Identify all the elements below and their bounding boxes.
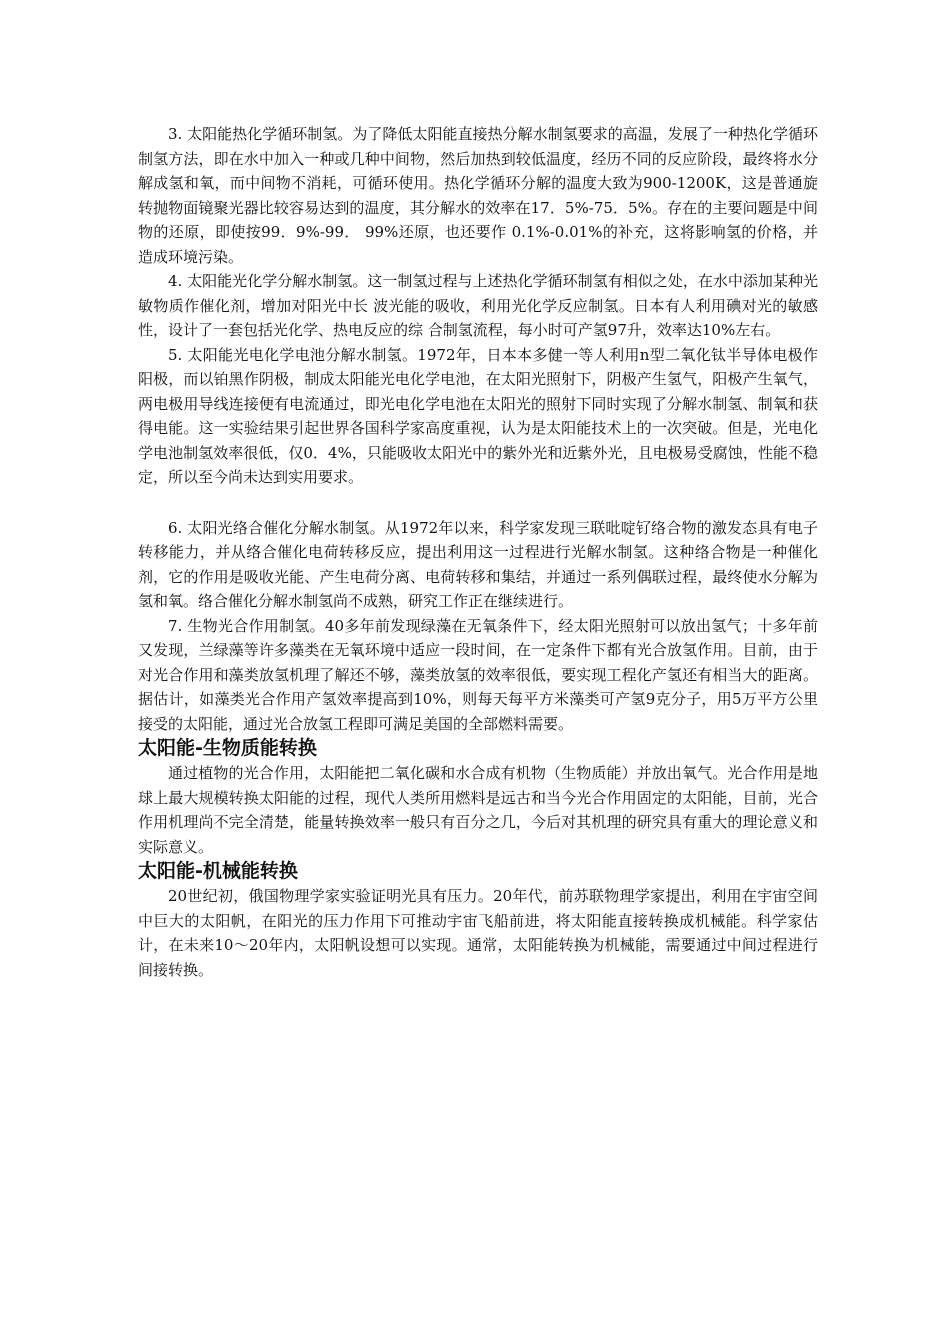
paragraph-biomass-conversion: 通过植物的光合作用，太阳能把二氧化碳和水合成有机物（生物质能）并放出氧气。光合作用是地球上最大规模转换太阳能的过程，现代人类所用燃料是远古和当今光合作用固定的太阳能，目前，光合作用机理尚不完全清楚，能量转换效率一般只有百分之几，今后对其机理的研究具有重大的理论意义和实际意义。 bbox=[138, 764, 818, 856]
paragraph-thermochemical-cycle: 3. 太阳能热化学循环制氢。为了降低太阳能直接热分解水制氢要求的高温，发展了一种热化学循环制氢方法，即在水中加入一种或几种中间物，然后加热到较低温度，经历不同的反应阶段，最终将水分解成氢和氧，而中间物不消耗，可循环使用。热化学循环分解的温度大致为900-1200K，这是普通旋转抛物面镜聚光器比较容易达到的温度，其分解水的效率在17．5%-75．5%。存在的主要问题是中间物的还原，即使按99．9%-99． 99%还原，也还要作 0.1%-0.01%的补充，这将影响氢的价格，并造成环境污染。 bbox=[138, 125, 818, 266]
document-page bbox=[138, 122, 818, 982]
paragraph-gap bbox=[138, 490, 818, 516]
heading-mechanical-conversion: 太阳能-机械能转换 bbox=[138, 860, 298, 882]
paragraph-photoelectrochemical: 5. 太阳能光电化学电池分解水制氢。1972年，日本本多健一等人利用n型二氧化钛半导体电极作阳极，而以铂黑作阴极，制成太阳能光电化学电池，在太阳光照射下，阴极产生氢气，阳极产生氧气，两电极用导线连接便有电流通过，即光电化学电池在太阳光的照射下同时实现了分解水制氢、制氧和获得电能。这一实验结果引起世界各国科学家高度重视，认为是太阳能技术上的一次突破。但是，光电化学电池制氢效率很低，仅0．4%，只能吸收太阳光中的紫外光和近紫外光，且电极易受腐蚀，性能不稳定，所以至今尚未达到实用要求。 bbox=[138, 345, 818, 486]
paragraph-complex-catalysis: 6. 太阳光络合催化分解水制氢。从1972年以来，科学家发现三联吡啶钌络合物的激发态具有电子转移能力，并从络合催化电荷转移反应，提出利用这一过程进行光解水制氢。这种络合物是一种催化剂，它的作用是吸收光能、产生电荷分离、电荷转移和集结，并通过一系列偶联过程，最终使水分解为氢和氧。络合催化分解水制氢尚不成熟，研究工作正在继续进行。 bbox=[138, 518, 818, 610]
heading-biomass-conversion: 太阳能-生物质能转换 bbox=[138, 737, 317, 759]
paragraph-photochemical: 4. 太阳能光化学分解水制氢。这一制氢过程与上述热化学循环制氢有相似之处，在水中添加某种光敏物质作催化剂，增加对阳光中长 波光能的吸收，利用光化学反应制氢。日本有人利用碘对光的敏感性，设计了一套包括光化学、热电反应的综 合制氢流程，每小时可产氢97升，效率达10%左右。 bbox=[138, 272, 818, 339]
paragraph-mechanical-conversion: 20世纪初，俄国物理学家实验证明光具有压力。20年代，前苏联物理学家提出，利用在宇宙空间中巨大的太阳帆，在阳光的压力作用下可推动宇宙飞船前进，将太阳能直接转换成机械能。科学家估计，在未来10～20年内，太阳帆设想可以实现。通常，太阳能转换为机械能，需要通过中间过程进行间接转换。 bbox=[138, 887, 818, 979]
paragraph-biological-photosynthesis: 7. 生物光合作用制氢。40多年前发现绿藻在无氧条件下，经太阳光照射可以放出氢气；十多年前又发现，兰绿藻等许多藻类在无氧环境中适应一段时间，在一定条件下都有光合放氢作用。目前，由于对光合作用和藻类放氢机理了解还不够，藻类放氢的效率很低，要实现工程化产氢还有相当大的距离。据估计，如藻类光合作用产氢效率提高到10%，则每天每平方米藻类可产氢9克分子，用5万平方公里接受的太阳能，通过光合放氢工程即可满足美国的全部燃料需要。 bbox=[138, 616, 818, 733]
